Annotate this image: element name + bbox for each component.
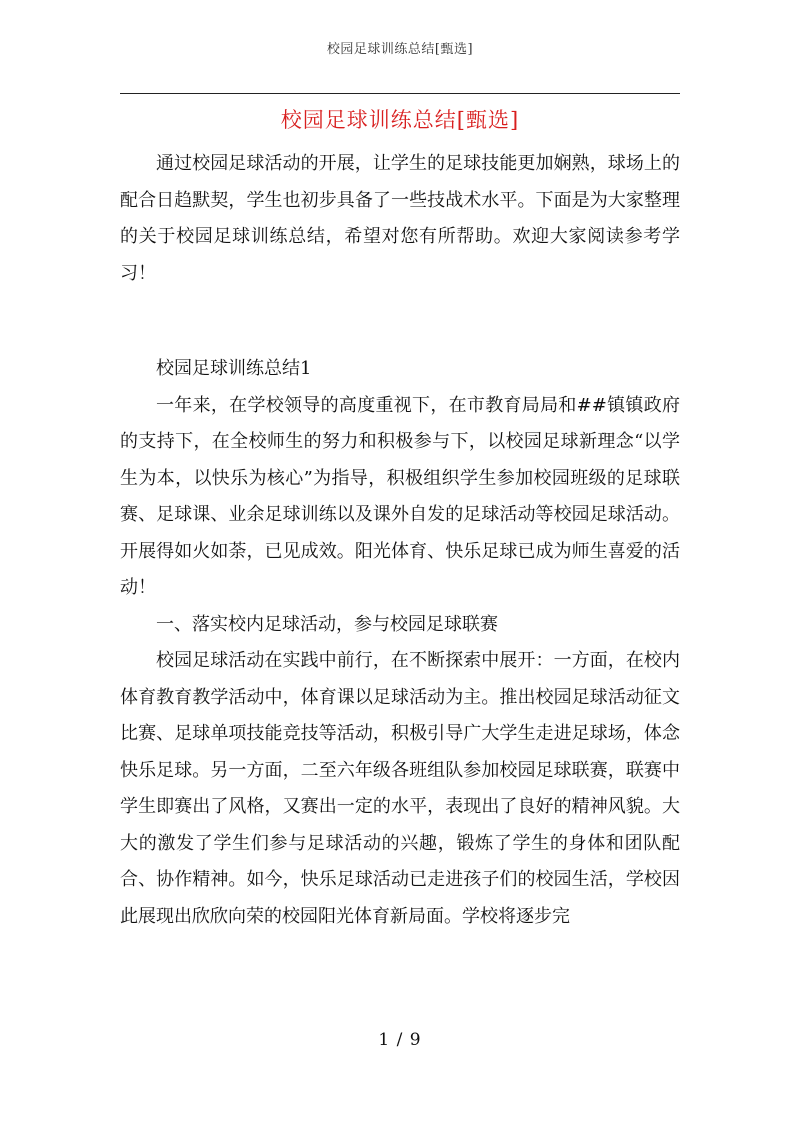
main-block	[120, 351, 680, 935]
header-divider	[120, 93, 680, 94]
body-paragraph-2: 校园足球活动在实践中前行，在不断探索中展开：一方面，在校内体育教育教学活动中，体育课以足球活动为主。推出校园足球活动征文比赛、足球单项技能竞技等活动，积极引导广大学生走进足球场，体念快乐足球。另一方面，二至六年级各班组队参加校园足球联赛，联赛中学生即赛出了风格，又赛出一定的水平，表现出了良好的精神风貌。大大的激发了学生们参与足球活动的兴趣，锻炼了学生的身体和团队配合、协作精神。如今，快乐足球活动已走进孩子们的校园生活，学校因此展现出欣欣向荣的校园阳光体育新局面。学校将逐步完	[120, 650, 680, 927]
running-header: 校园足球训练总结[甄选]	[326, 42, 474, 57]
intro-paragraph: 通过校园足球活动的开展，让学生的足球技能更加娴熟，球场上的配合日趋默契，学生也初步具备了一些技战术水平。下面是为大家整理的关于校园足球训练总结，希望对您有所帮助。欢迎大家阅读参考学习！	[120, 153, 680, 284]
section-title: 校园足球训练总结1	[156, 358, 312, 379]
document-title: 校园足球训练总结[甄选]	[280, 108, 520, 132]
intro-block	[120, 146, 680, 292]
subheading-1: 一、落实校内足球活动，参与校园足球联赛	[156, 613, 498, 635]
body-paragraph-1: 一年来，在学校领导的高度重视下，在市教育局局和##镇镇政府的支持下，在全校师生的努力和积极参与下，以校园足球新理念“以学生为本，以快乐为核心”为指导，积极组织学生参加校园班级的足球联赛、足球课、业余足球训练以及课外自发的足球活动等校园足球活动。开展得如火如荼，已见成效。阳光体育、快乐足球已成为师生喜爱的活动！	[120, 394, 680, 598]
page-indicator: 1 / 9	[378, 1030, 422, 1050]
